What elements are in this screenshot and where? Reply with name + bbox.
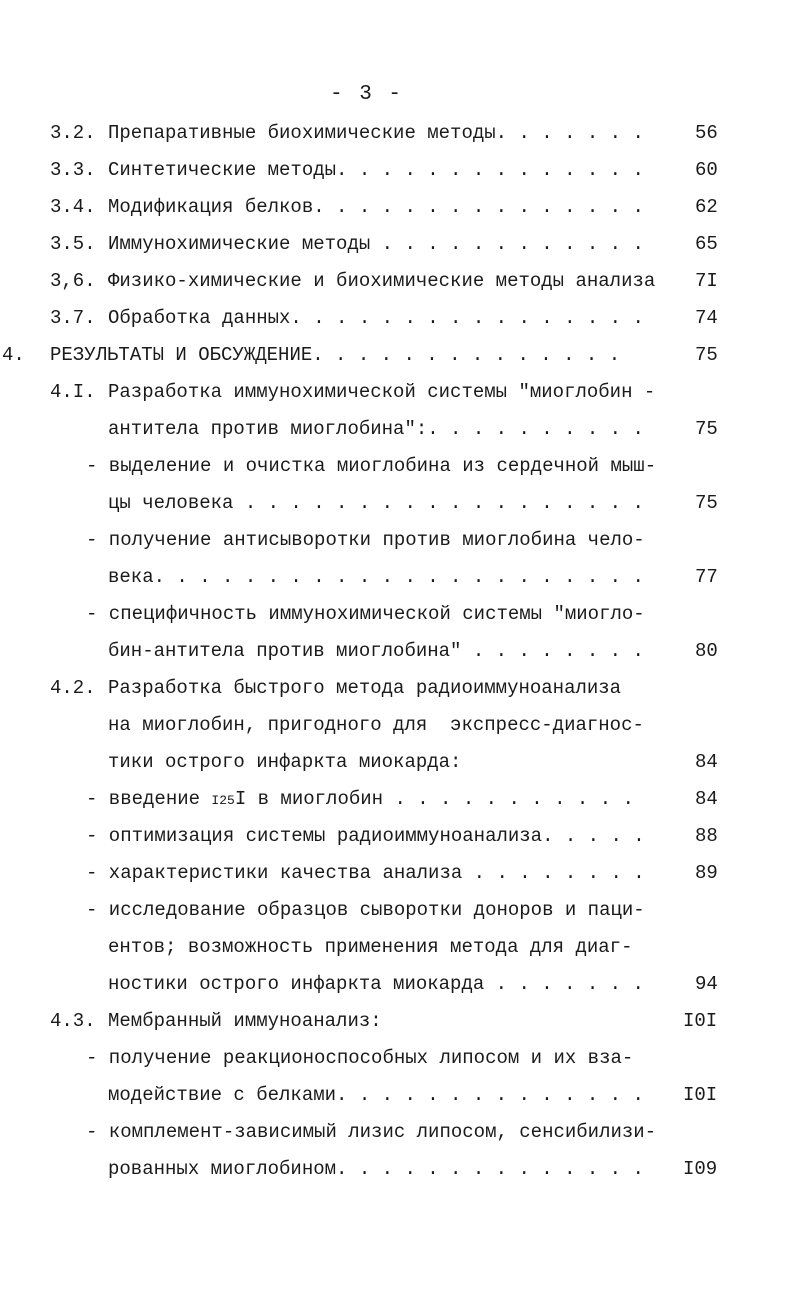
toc-text: модействие с белками. . . . . . . . . . . . . . [108, 1084, 644, 1106]
toc-page: 94 [695, 973, 718, 995]
toc-page: 75 [695, 418, 718, 440]
toc-text: рованных миоглобином. . . . . . . . . . . . . . [108, 1158, 644, 1180]
toc-entry [0, 1006, 797, 1036]
toc-page: 65 [695, 233, 718, 255]
toc-entry [0, 969, 797, 999]
toc-page: 74 [695, 307, 718, 329]
toc-page: 84 [695, 751, 718, 773]
toc-entry [0, 858, 797, 888]
toc-entry [0, 451, 797, 481]
toc-page: 75 [695, 344, 718, 366]
toc-entry [0, 192, 797, 222]
toc-text: Иммунохимические методы . . . . . . . . . . . . [108, 233, 644, 255]
toc-text: антитела против миоглобина":. . . . . . . . . . [108, 418, 644, 440]
toc-text: ентов; возможность применения метода для диаг- [108, 936, 633, 958]
toc-entry [0, 377, 797, 407]
toc-text: - специфичность иммунохимической системы "миогло- [86, 603, 645, 625]
toc-entry [0, 488, 797, 518]
toc-page: 89 [695, 862, 718, 884]
toc-number: 3.2. [50, 122, 96, 144]
toc-entry [0, 118, 797, 148]
toc-entry [0, 266, 797, 296]
page-number: - 3 - [330, 83, 404, 106]
toc-entry [0, 1080, 797, 1110]
toc-text: века. . . . . . . . . . . . . . . . . . . . . . [108, 566, 644, 588]
toc-entry [0, 229, 797, 259]
toc-number: 3.4. [50, 196, 96, 218]
toc-entry [0, 340, 797, 370]
toc-page: 7I [695, 270, 718, 292]
toc-page: 77 [695, 566, 718, 588]
toc-entry [0, 821, 797, 851]
toc-text: Разработка быстрого метода радиоиммуноанализа [108, 677, 622, 699]
toc-number: 3.5. [50, 233, 96, 255]
toc-number: 3.7. [50, 307, 96, 329]
toc-page: 80 [695, 640, 718, 662]
toc-text: - получение антисыворотки против миоглобина чело- [86, 529, 645, 551]
toc-entry [0, 525, 797, 555]
toc-text: Обработка данных. . . . . . . . . . . . . . . . [108, 307, 644, 329]
toc-text [86, 784, 634, 816]
toc-number: 4. [2, 344, 25, 366]
toc-entry [0, 673, 797, 703]
toc-entry [0, 1117, 797, 1147]
toc-page: 84 [695, 788, 718, 810]
toc-page: 88 [695, 825, 718, 847]
toc-text: тики острого инфаркта миокарда: [108, 751, 462, 773]
toc-entry [0, 562, 797, 592]
toc-entry [0, 636, 797, 666]
toc-entry [0, 303, 797, 333]
toc-entry [0, 1154, 797, 1184]
toc-page: 62 [695, 196, 718, 218]
toc-text: - получение реакционоспособных липосом и их вза- [86, 1047, 634, 1069]
toc-page: 75 [695, 492, 718, 514]
toc-text: Мембранный иммуноанализ: [108, 1010, 382, 1032]
toc-text: - оптимизация системы радиоиммуноанализа. . . . . [86, 825, 645, 847]
toc-page: I0I [683, 1010, 718, 1032]
toc-entry [0, 710, 797, 740]
toc-text-before: - введение [86, 788, 212, 810]
toc-page: I09 [683, 1158, 718, 1180]
isotope-superscript: I25 [211, 793, 235, 808]
toc-entry [0, 747, 797, 777]
toc-text: Разработка иммунохимической системы "миоглобин - [108, 381, 656, 403]
toc-text: Физико-химические и биохимические методы анализа [108, 270, 656, 292]
toc-text: Модификация белков. . . . . . . . . . . . . . . [108, 196, 644, 218]
toc-page: 60 [695, 159, 718, 181]
toc-number: 3.3. [50, 159, 96, 181]
toc-entry [0, 895, 797, 925]
toc-entry [0, 414, 797, 444]
toc-number: 3,6. [50, 270, 96, 292]
toc-number: 4.2. [50, 677, 96, 699]
toc-entry [0, 155, 797, 185]
toc-page: I0I [683, 1084, 718, 1106]
toc-text: Синтетические методы. . . . . . . . . . . . . . [108, 159, 644, 181]
toc-number: 4.3. [50, 1010, 96, 1032]
toc-entry [0, 1043, 797, 1073]
toc-text: Препаративные биохимические методы. . . . . . . [108, 122, 644, 144]
toc-text: - комплемент-зависимый лизис липосом, сенсибилизи- [86, 1121, 657, 1143]
toc-entry [0, 784, 797, 814]
toc-text: бин-антитела против миоглобина" . . . . . . . . [108, 640, 644, 662]
toc-number: 4.I. [50, 381, 96, 403]
toc-text: - характеристики качества анализа . . . . . . . . [86, 862, 645, 884]
toc-text: - выделение и очистка миоглобина из сердечной мыш- [86, 455, 657, 477]
toc-text: цы человека . . . . . . . . . . . . . . . . . . [108, 492, 644, 514]
toc-text: РЕЗУЛЬТАТЫ И ОБСУЖДЕНИЕ. . . . . . . . . . . . . . [50, 344, 621, 366]
toc-text: ностики острого инфаркта миокарда . . . . . . . [108, 973, 644, 995]
toc-entry [0, 599, 797, 629]
toc-text-after: I в миоглобин . . . . . . . . . . . [234, 788, 634, 810]
toc-page: 56 [695, 122, 718, 144]
toc-entry [0, 932, 797, 962]
toc-text: - исследование образцов сыворотки доноров и паци- [86, 899, 645, 921]
toc-text: на миоглобин, пригодного для экспресс-диагнос- [108, 714, 644, 736]
